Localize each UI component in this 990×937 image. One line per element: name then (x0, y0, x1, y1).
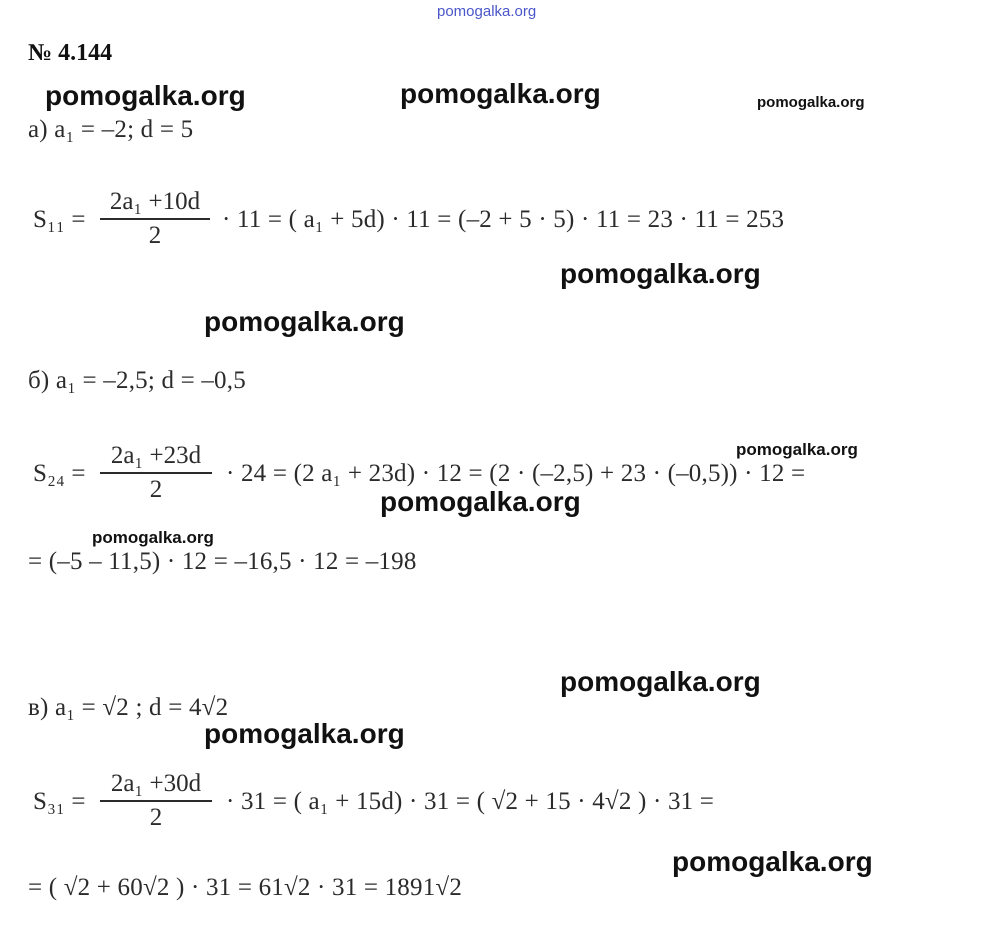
part-a-fraction-bar (100, 218, 210, 220)
watermark-4: pomogalka.org (560, 258, 761, 289)
part-c-fraction-bar (100, 800, 212, 802)
part-b-sum-label: S₂₄ = (33, 460, 86, 487)
watermark-3: pomogalka.org (757, 94, 865, 111)
part-b-fraction (100, 442, 212, 504)
part-a-solution: · 11 = ( a₁ + 5d) · 11 = (–2 + 5 · 5) · 11 = 23 · 11 = 253 (222, 206, 785, 233)
part-b-fraction-numerator: 2a₁ +23d (110, 442, 202, 469)
part-a-given: а) a₁ = –2; d = 5 (28, 116, 194, 143)
watermark-10: pomogalka.org (204, 718, 405, 749)
part-b-fraction-bar (100, 472, 212, 474)
watermark-9: pomogalka.org (560, 666, 761, 697)
part-b-given: б) a₁ = –2,5; d = –0,5 (28, 367, 246, 394)
part-c-solution: · 31 = ( a₁ + 15d) · 31 = ( √2 + 15 · 4√2 ) · 31 = (226, 788, 715, 815)
problem-number: № 4.144 (28, 40, 113, 66)
part-b-solution-line2: = (–5 – 11,5) · 12 = –16,5 · 12 = –198 (28, 548, 417, 575)
part-a-sum-label: S₁₁ = (33, 206, 86, 233)
part-c-sum-label: S₃₁ = (33, 788, 86, 815)
watermark-11: pomogalka.org (672, 846, 873, 877)
watermark-6: pomogalka.org (736, 440, 858, 459)
part-c-fraction (100, 770, 212, 832)
watermark-5: pomogalka.org (204, 306, 405, 337)
part-c-solution-line2: = ( √2 + 60√2 ) · 31 = 61√2 · 31 = 1891√2 (28, 874, 463, 901)
part-a-fraction-numerator: 2a₁ +10d (109, 188, 201, 215)
part-a-fraction (100, 188, 210, 250)
watermark-8: pomogalka.org (92, 528, 214, 547)
part-c-fraction-numerator: 2a₁ +30d (110, 770, 202, 797)
part-c-given: в) a₁ = √2 ; d = 4√2 (28, 694, 229, 721)
part-a-fraction-denominator: 2 (148, 221, 162, 249)
part-b-solution: · 24 = (2 a₁ + 23d) · 12 = (2 · (–2,5) + 23 · (–0,5)) · 12 = (226, 460, 806, 487)
site-link[interactable]: pomogalka.org (437, 3, 537, 20)
watermark-2: pomogalka.org (400, 78, 601, 109)
watermark-1: pomogalka.org (45, 80, 246, 111)
part-c-fraction-denominator: 2 (149, 803, 163, 831)
part-b-fraction-denominator: 2 (149, 475, 163, 503)
watermark-7: pomogalka.org (380, 486, 581, 517)
